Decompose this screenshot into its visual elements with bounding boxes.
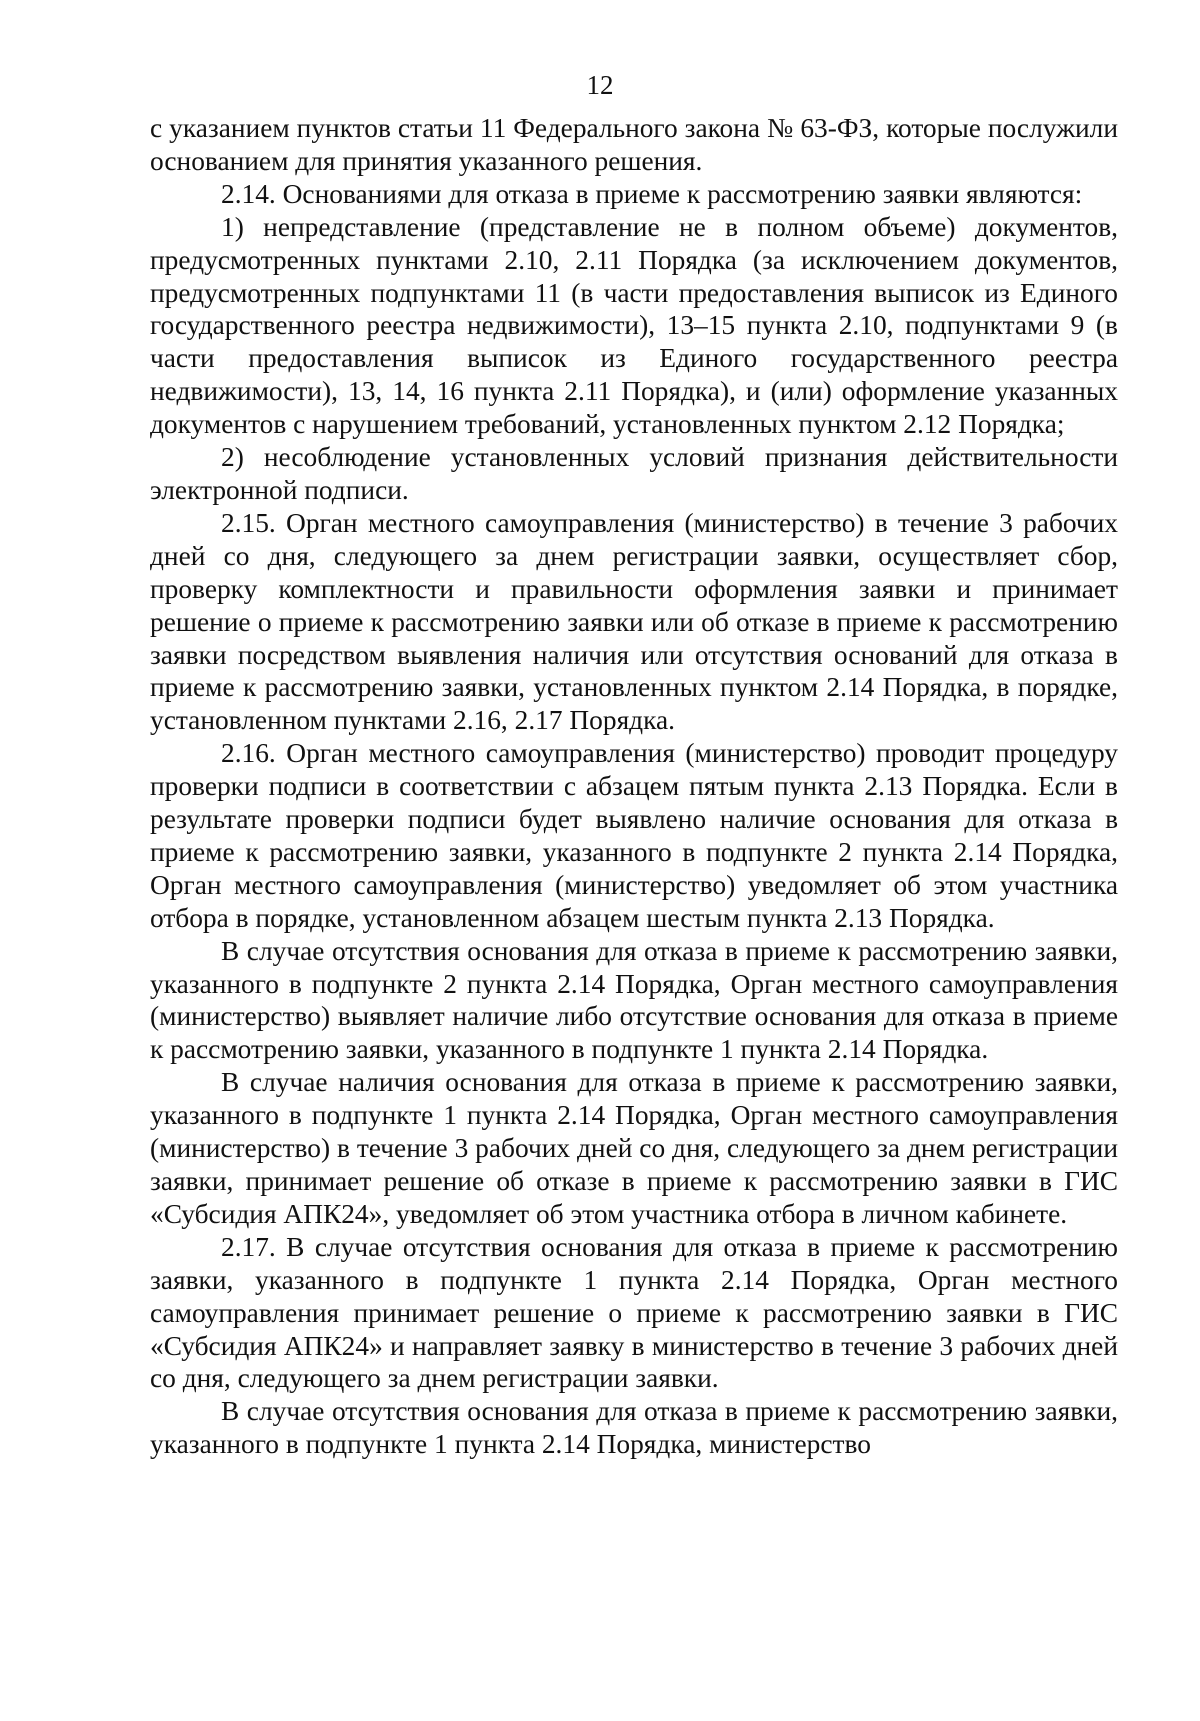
paragraph: В случае наличия основания для отказа в приеме к рассмотрению заявки, указанного в подпункте 1 пункта 2.14 Порядка, Орган местного самоуправления (министерство) в течение 3 рабочих дней со дня, следующего за днем регистрации заявки, принимает решение об отказе в приеме к рассмотрению заявки в ГИС «Субсидия АПК24», уведомляет об этом участника отбора в личном кабинете. [150, 1067, 1118, 1229]
paragraph: 2.17. В случае отсутствия основания для отказа в приеме к рассмотрению заявки, указанного в подпункте 1 пункта 2.14 Порядка, Орган местного самоуправления принимает решение о приеме к рассмотрению заявки в ГИС «Субсидия АПК24» и направляет заявку в министерство в течение 3 рабочих дней со дня, следующего за днем регистрации заявки. [150, 1231, 1118, 1394]
paragraph: 2.15. Орган местного самоуправления (министерство) в течение 3 рабочих дней со дня, следующего за днем регистрации заявки, осуществляет сбор, проверку комплектности и правильности оформления заявки и принимает решение о приеме к рассмотрению заявки или об отказе в приеме к рассмотрению заявки посредством выявления наличия или отсутствия оснований для отказа в приеме к рассмотрению заявки, установленных пунктом 2.14 Порядка, в порядке, установленном пунктами 2.16, 2.17 Порядка. [150, 507, 1118, 736]
paragraph: 1) непредставление (представление не в полном объеме) документов, предусмотренных пунктами 2.10, 2.11 Порядка (за исключением документов, предусмотренных подпунктами 11 (в части предоставления выписок из Единого государственного реестра недвижимости), 13–15 пункта 2.10, подпунктами 9 (в части предоставления выписок из Единого государственного реестра недвижимости), 13, 14, 16 пункта 2.11 Порядка), и (или) оформление указанных документов с нарушением требований, установленных пунктом 2.12 Порядка; [150, 211, 1118, 440]
paragraph: 2) несоблюдение установленных условий признания действительности электронной подписи. [150, 442, 1118, 505]
page-number: 12 [586, 70, 614, 100]
paragraph: 2.16. Орган местного самоуправления (министерство) проводит процедуру проверки подписи в соответствии с абзацем пятым пункта 2.13 Порядка. Если в результате проверки подписи будет выявлено наличие основания для отказа в приеме к рассмотрению заявки, указанного в подпункте 2 пункта 2.14 Порядка, Орган местного самоуправления (министерство) уведомляет об этом участника отбора в порядке, установленном абзацем шестым пункта 2.13 Порядка. [150, 738, 1118, 933]
paragraph: В случае отсутствия основания для отказа в приеме к рассмотрению заявки, указанного в подпункте 1 пункта 2.14 Порядка, министерство [150, 1396, 1118, 1460]
paragraph: В случае отсутствия основания для отказа в приеме к рассмотрению заявки, указанного в подпункте 2 пункта 2.14 Порядка, Орган местного самоуправления (министерство) выявляет наличие либо отсутствие основания для отказа в приеме к рассмотрению заявки, указанного в подпункте 1 пункта 2.14 Порядка. [150, 935, 1118, 1065]
document-body [150, 112, 1118, 1461]
paragraph: 2.14. Основаниями для отказа в приеме к рассмотрению заявки являются: [221, 178, 1083, 209]
paragraph: с указанием пунктов статьи 11 Федерального закона № 63-ФЗ, которые послужили основанием для принятия указанного решения. [150, 113, 1118, 176]
